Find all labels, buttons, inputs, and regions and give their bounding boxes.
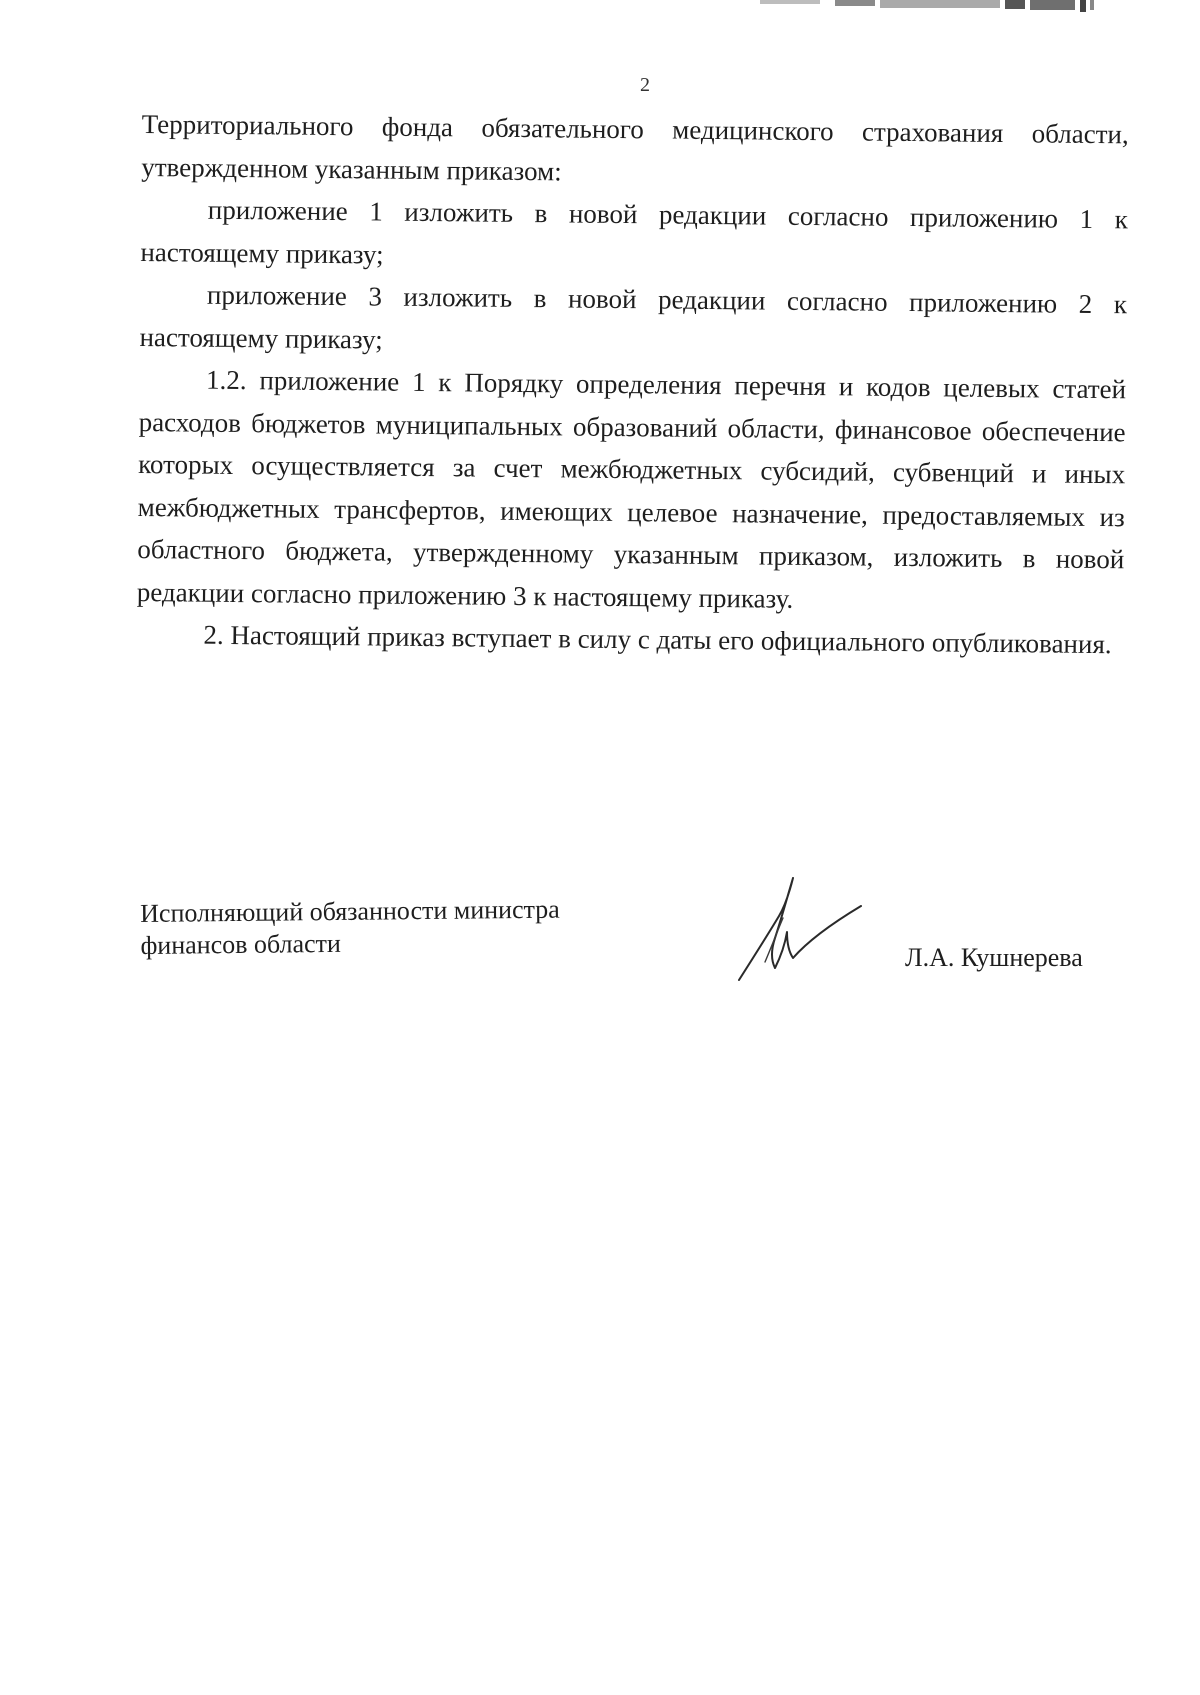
- document-body: [136, 103, 1129, 666]
- paragraph-item-2: 2. Настоящий приказ вступает в силу с даты его официального опубликования.: [203, 619, 1112, 660]
- paragraph-appendix-1: приложение 1 изложить в новой редакции согласно приложению 1 к настоящему приказу;: [140, 194, 1128, 270]
- signer-name: Л.А. Кушнерева: [905, 943, 1083, 972]
- handwritten-signature: [735, 872, 865, 984]
- page-number: 2: [640, 74, 650, 96]
- paragraph-item-1-2: 1.2. приложение 1 к Порядку определения перечня и кодов целевых статей расходов бюджетов муниципальных образований области, финансовое обеспечение которых осуществляется за счет межбюджетных субсидий, субвенций и иных межбюджетных трансфертов, имеющих целевое назначение, предоставляемых из областного бюджета, утвержденному указанным приказом, изложить в новой редакции согласно приложению 3 к настоящему приказу.: [136, 364, 1127, 614]
- paragraph-appendix-3: приложение 3 изложить в новой редакции согласно приложению 2 к настоящему приказу;: [139, 279, 1128, 355]
- signatory-position-line-2: финансов области: [140, 928, 341, 960]
- signatory-position-line-1: Исполняющий обязанности министра: [140, 894, 560, 928]
- paragraph-continuation: Территориального фонда обязательного медицинского страхования области, утвержденном указанным приказом:: [141, 108, 1129, 186]
- signatory-position: [140, 894, 560, 962]
